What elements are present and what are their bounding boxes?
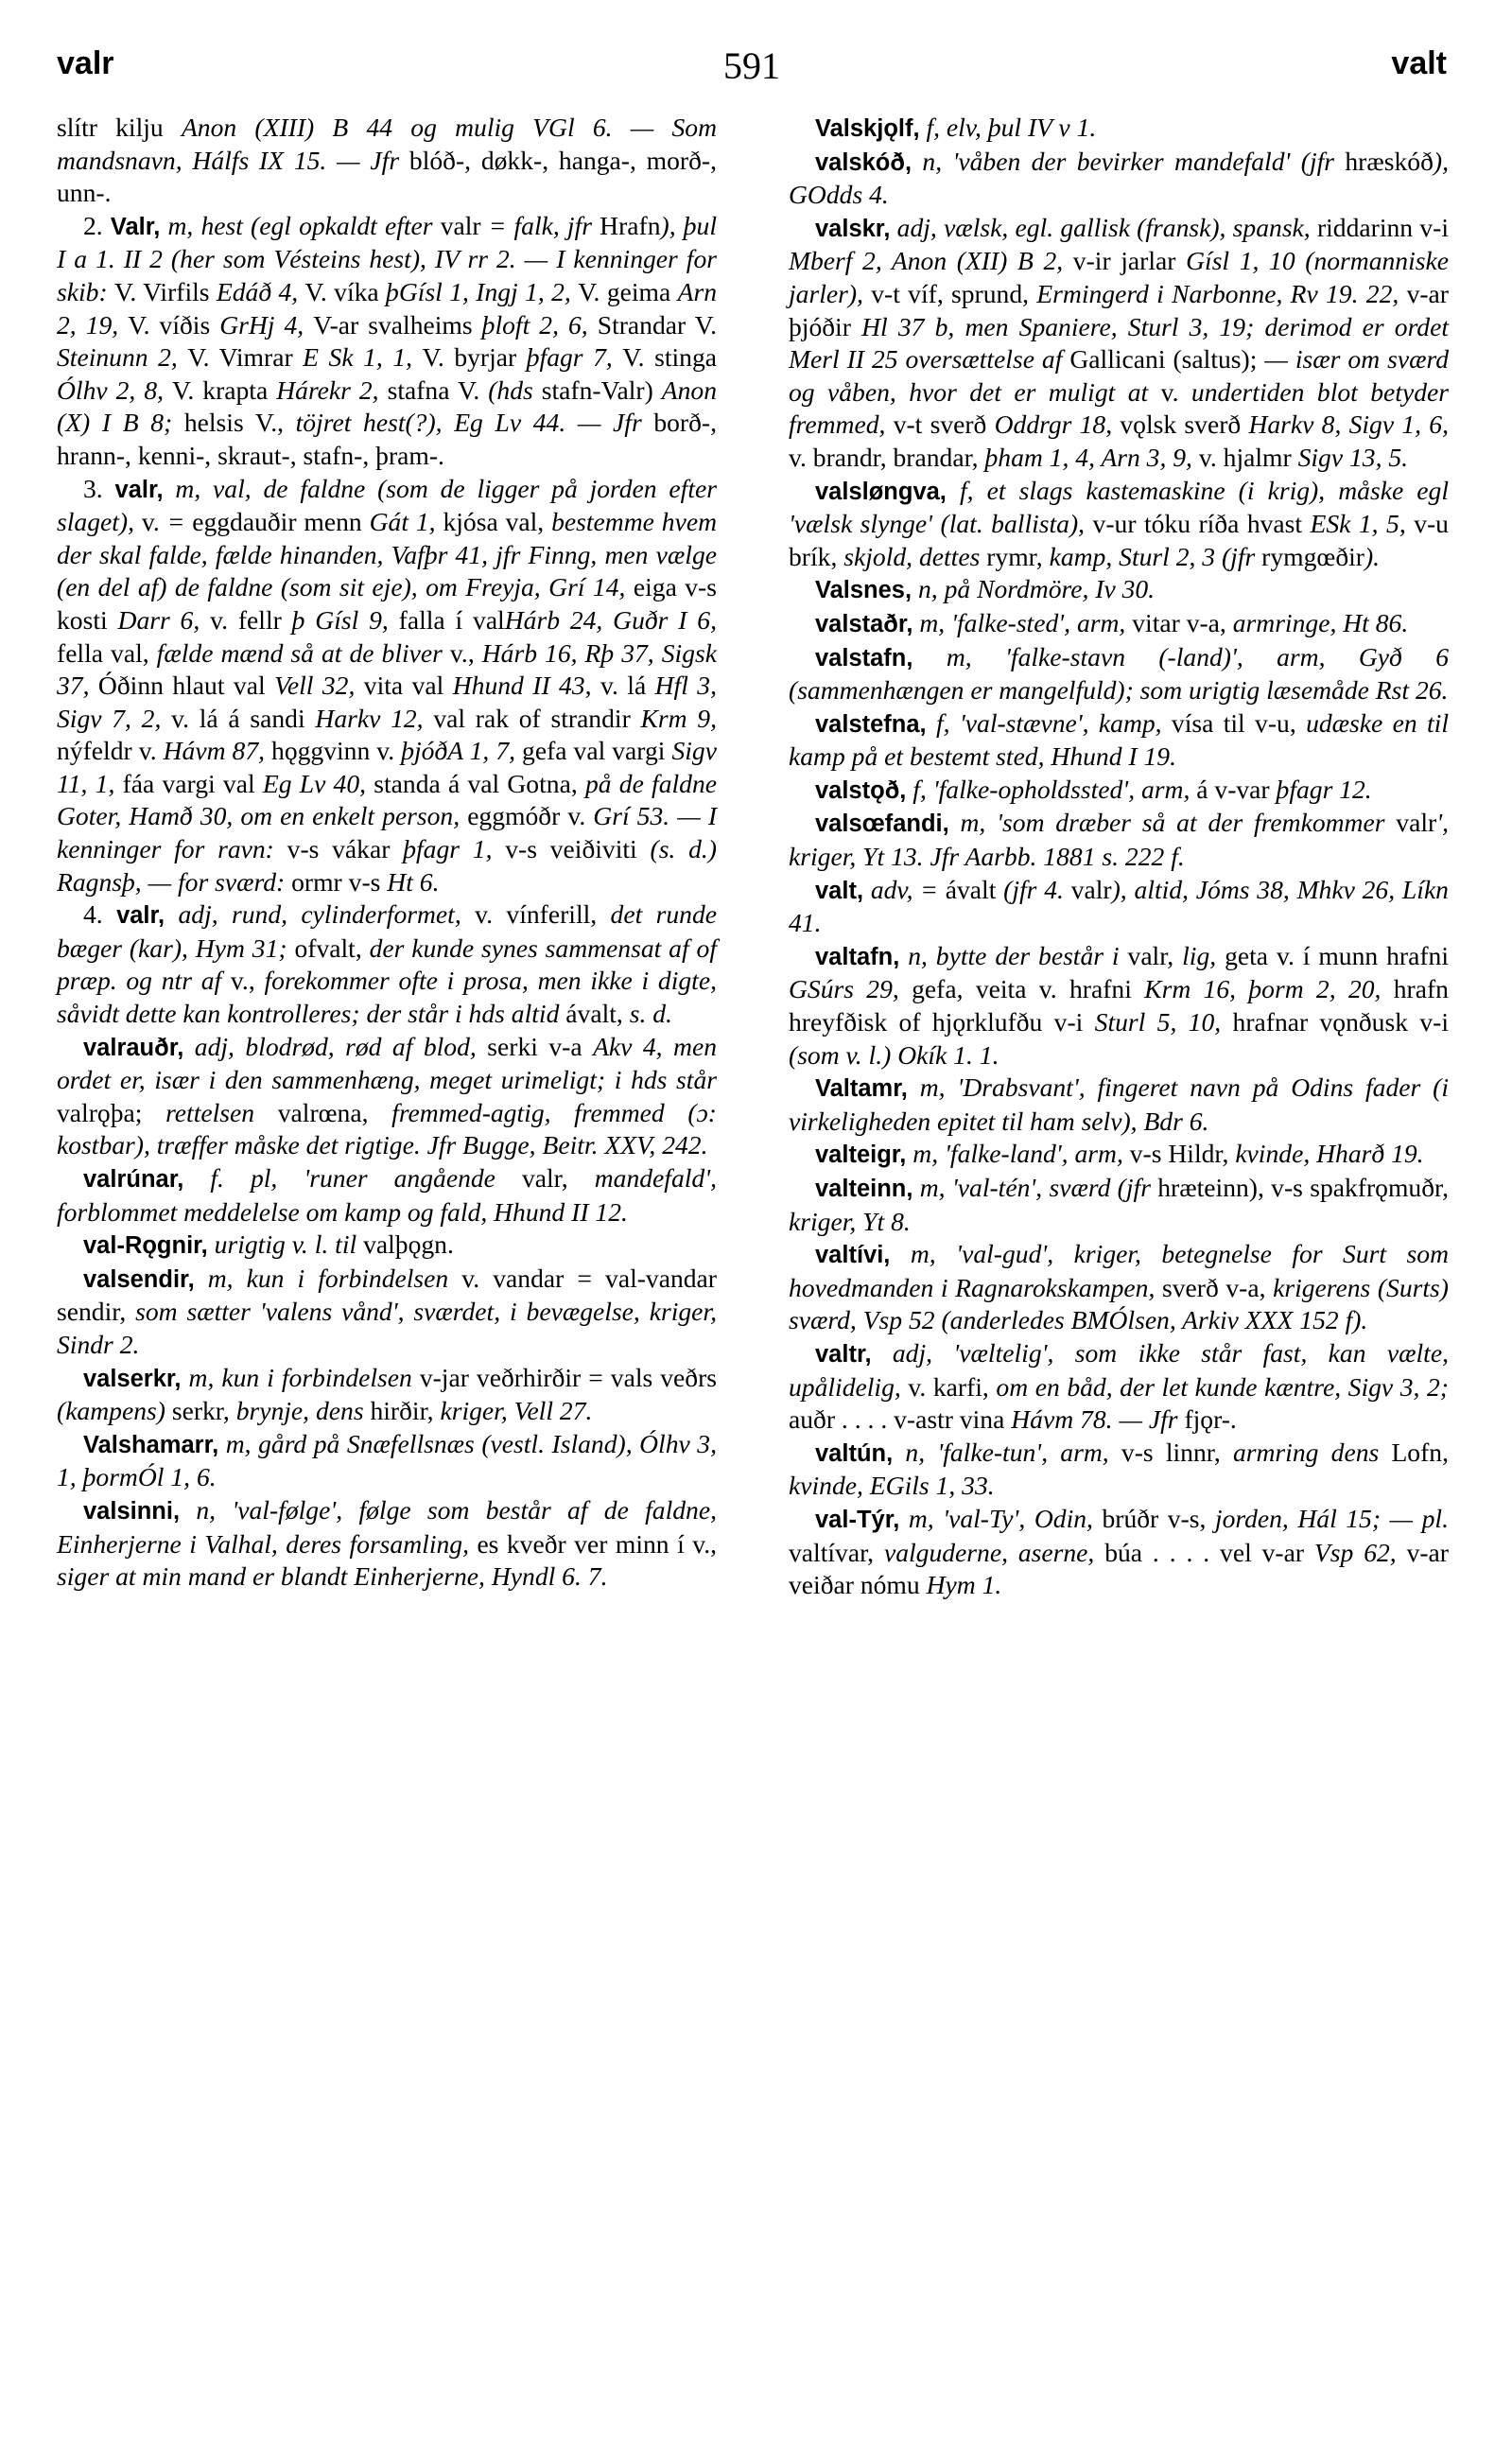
entry-text: fáa vargi val	[122, 768, 263, 798]
entry-text: — især om sværd og våben, hvor det er muligt at	[789, 344, 1449, 407]
dictionary-entry	[789, 641, 1449, 707]
entry-text: n, bytte der består i	[899, 940, 1128, 970]
entry-headword: Valtamr,	[815, 1075, 908, 1103]
entry-text: 4.	[83, 899, 117, 930]
entry-headword: Valskjǫlf,	[815, 115, 920, 142]
entry-headword: val-Týr,	[815, 1506, 900, 1533]
entry-text: m, 'val-gud', kriger, betegnelse for Surt som hovedmanden i Ragnarokskampen,	[789, 1239, 1449, 1302]
entry-headword: valrauðr,	[83, 1034, 184, 1061]
entry-text: vǫlsk sverð	[1120, 410, 1249, 440]
dictionary-entry	[789, 1437, 1449, 1503]
dictionary-entry	[789, 1337, 1449, 1437]
running-headword-right: valt	[1391, 45, 1447, 81]
entry-text: hrafnar vǫnðusk v-i	[1232, 1007, 1449, 1037]
entry-text: Hhund II 43,	[452, 671, 600, 701]
entry-text: Hárekr 2,	[276, 375, 388, 405]
entry-text: hirðir,	[370, 1396, 441, 1426]
entry-headword: valsendir,	[83, 1265, 195, 1293]
entry-text: Harkv 8, Sigv 1, 6,	[1248, 410, 1449, 440]
entry-text: v.,	[230, 966, 265, 996]
entry-text: þloft 2, 6,	[481, 309, 598, 340]
entry-text: kriger, Yt 8.	[789, 1206, 911, 1236]
entry-headword: valstefna,	[815, 710, 927, 738]
entry-text: Hfl 3, Sigv 7, 2,	[57, 671, 718, 733]
entry-text: n, 'våben der bevirker mandefald' (jfr	[912, 146, 1346, 176]
entry-text: Hym 1.	[926, 1570, 1002, 1600]
entry-text: helsis V.,	[183, 408, 296, 438]
entry-text: rymgœðir	[1261, 541, 1364, 571]
entry-text: valr,	[521, 1163, 595, 1193]
entry-text: Ermingerd i Narbonne, Rv 19. 22,	[1036, 278, 1407, 308]
entry-headword: valserkr,	[83, 1365, 182, 1392]
dictionary-entry	[57, 1362, 717, 1428]
entry-text: m, 'falke-sted', arm,	[912, 607, 1133, 637]
entry-text: fremmed-agtig, fremmed (ɔ: kostbar), træffer måske det rigtige. Jfr Bugge, Beitr. XXV, 242.	[57, 1097, 717, 1160]
entry-text: ormr v-s	[291, 866, 388, 897]
entry-text: V. krapta	[172, 375, 277, 405]
entry-text: v.	[141, 507, 167, 537]
entry-text: armringe, Ht 86.	[1232, 607, 1409, 637]
entry-text: om en båd, der let kunde kæntre, Sigv 3, 2;	[996, 1371, 1449, 1402]
entry-text: Vsp 62,	[1313, 1537, 1407, 1567]
dictionary-entry	[789, 1072, 1449, 1138]
entry-text: ávalt	[945, 874, 1004, 904]
entry-text: m, 'Drabsvant', fingeret navn på Odins fader (i virkeligheden epitet til ham selv), Bdr 6.	[789, 1072, 1449, 1136]
entry-text: V. geima	[578, 276, 678, 306]
entry-text: valr	[440, 210, 489, 240]
entry-text: s. d.	[629, 999, 672, 1029]
entry-text: m, kun i forbindelsen	[181, 1362, 420, 1392]
entry-text: v. hjalmr	[1198, 442, 1298, 472]
page-header	[57, 45, 1447, 102]
entry-text: v-u brík,	[789, 509, 1449, 571]
entry-text: V-ar svalheims	[313, 309, 482, 340]
entry-text: nýfeldr v.	[57, 736, 164, 766]
entry-text: m, 'som dræber så at der fremkommer	[948, 808, 1397, 838]
entry-text: vita val	[363, 671, 453, 701]
entry-text: V. byrjar	[422, 342, 527, 373]
entry-text: v-ar veiðar nómu	[789, 1537, 1449, 1600]
entry-text: ofvalt,	[294, 933, 370, 963]
entry-text: gefa, veita v. hrafni	[912, 974, 1145, 1004]
entry-text: Hávm 78. — Jfr	[1011, 1404, 1185, 1435]
entry-text: valguderne, aserne,	[883, 1537, 1105, 1567]
entry-text: Arn 2, 19,	[57, 276, 717, 340]
entry-headword: valskr,	[815, 215, 891, 242]
entry-text: Darr 6,	[117, 604, 211, 635]
dictionary-entry	[57, 1162, 717, 1229]
entry-text: m, hest (egl opkaldt efter	[160, 210, 441, 240]
entry-text: es kveðr ver minn í v.,	[477, 1528, 717, 1559]
entry-headword: valstafn,	[815, 644, 913, 671]
entry-headword: val-Rǫgnir,	[83, 1232, 208, 1260]
entry-text: E Sk 1, 1,	[303, 342, 423, 373]
entry-text: Akv 4, men ordet er, især i den sammenhæng, meget urimeligt; i hds står	[57, 1031, 717, 1095]
entry-headword: valtr,	[815, 1340, 872, 1368]
entry-headword: Valshamarr,	[83, 1431, 219, 1458]
entry-text: V. Vimrar	[187, 342, 304, 373]
entry-text: =	[166, 507, 193, 537]
entry-text: serkr,	[171, 1396, 236, 1426]
entry-text: udæske en til kamp på et bestemt sted, Hhund I 19.	[789, 707, 1450, 772]
entry-text: Oddrgr 18,	[994, 410, 1121, 440]
entry-text: m, kun i forbindelsen	[194, 1263, 462, 1293]
entry-headword: valtún,	[815, 1439, 894, 1467]
running-headword-left: valr	[57, 45, 114, 81]
entry-headword: Valr,	[110, 213, 161, 240]
dictionary-entry	[789, 573, 1449, 607]
entry-text: stafna V.	[387, 375, 489, 405]
dictionary-entry	[57, 898, 717, 1030]
entry-text: v. vínferill,	[475, 899, 611, 930]
dictionary-entry	[57, 473, 717, 899]
dictionary-entry	[789, 112, 1449, 146]
entry-text: v.	[1160, 376, 1191, 407]
entry-text: v. fellr	[210, 604, 292, 635]
entry-text: adj, 'væltelig', som ikke står fast, kan vælte, upålidelig,	[789, 1337, 1449, 1402]
entry-text: Lofn,	[1391, 1437, 1449, 1467]
entry-text: 3.	[83, 473, 115, 503]
entry-text: slítr kilju	[57, 113, 182, 142]
entry-text: m, gård på Snæfellsnæs (vestl. Island), Ólhv 3, 1, þormÓl 1, 6.	[57, 1428, 717, 1492]
entry-text: som sætter 'valens vånd', sværdet, i bevægelse, kriger, Sindr 2.	[57, 1297, 717, 1359]
dictionary-entry	[789, 807, 1449, 873]
entry-text: val rak of strandir	[433, 703, 641, 733]
entry-text: v-t víf, sprund,	[871, 278, 1037, 308]
entry-text: valr	[1396, 808, 1437, 838]
entry-text: (jfr 4.	[1003, 874, 1071, 904]
entry-text: eggmóðr v.	[467, 801, 594, 831]
entry-text: armring dens	[1232, 1437, 1392, 1467]
dictionary-entry	[789, 146, 1449, 212]
entry-text: Gát 1,	[369, 507, 443, 537]
entry-text: v-s vákar	[287, 834, 404, 864]
entry-text: rettelsen	[165, 1097, 278, 1127]
entry-text: V. stinga	[622, 342, 717, 373]
dictionary-entry	[789, 212, 1449, 475]
entry-text: ESk 1, 5,	[1310, 509, 1415, 539]
entry-headword: valstǫð,	[815, 776, 907, 804]
entry-headword: valskóð,	[815, 148, 912, 176]
entry-text: gefa val vargi	[522, 736, 672, 766]
entry-text: GSúrs 29,	[789, 974, 912, 1004]
entry-text: n, 'falke-tun', arm,	[893, 1437, 1121, 1467]
dictionary-entry	[789, 1238, 1449, 1337]
entry-text: þjóðA 1, 7,	[401, 736, 523, 766]
dictionary-entry	[57, 1428, 717, 1494]
entry-text: kvinde, Hharð 19.	[1235, 1139, 1424, 1169]
entry-text: hǫggvinn v.	[271, 736, 402, 766]
entry-text: adj, blodrød, rød af blod,	[183, 1031, 488, 1061]
entry-text: adj, rund, cylinderformet,	[165, 899, 476, 930]
entry-text: Strandar V.	[597, 309, 717, 340]
entry-text: Hrafn	[600, 210, 661, 240]
entry-text: valrǫþa;	[57, 1097, 166, 1127]
entry-headword: valstaðr,	[815, 610, 913, 637]
dictionary-entry	[789, 475, 1449, 574]
entry-text: jorden, Hál 15; — pl.	[1214, 1503, 1449, 1533]
entry-text: V. Virfils	[114, 276, 217, 306]
dictionary-entry	[789, 1172, 1449, 1238]
entry-text: (som v. l.) Okík 1. 1.	[789, 1039, 999, 1070]
entry-text: eggdauðir menn	[192, 507, 370, 537]
entry-text: lig,	[1182, 940, 1225, 970]
entry-headword: valsœfandi,	[815, 811, 949, 838]
entry-text: f. pl, 'runer angående	[183, 1163, 522, 1193]
entry-text: v-jar veðrhirðir = vals veðrs	[419, 1362, 718, 1392]
dictionary-entry	[789, 774, 1449, 808]
entry-text: geta v. í munn hrafni	[1225, 940, 1449, 970]
entry-text: kriger, Vell 27.	[440, 1396, 593, 1426]
dictionary-entry	[57, 1031, 717, 1162]
entry-text: 2.	[83, 210, 111, 240]
entry-text: ), þul I a 1. II 2 (her som Vésteins hest), IV rr 2. — I kenninger for skib:	[57, 210, 718, 306]
entry-text: sverð v-a,	[1161, 1272, 1274, 1302]
entry-text: v-s veiðiviti	[505, 834, 651, 864]
entry-text: Sigv 11, 1,	[57, 736, 717, 798]
dictionary-entry	[57, 1263, 717, 1362]
dictionary-entry	[789, 707, 1449, 774]
entry-text: Hárb 16, Rþ 37, Sigsk 37,	[57, 637, 717, 701]
entry-headword: valteigr,	[815, 1142, 907, 1169]
entry-text: þGísl 1, Ingj 1, 2,	[386, 276, 579, 306]
entry-text: fjǫr-.	[1184, 1404, 1237, 1435]
entry-text: skjold, dettes	[843, 541, 987, 571]
entry-text: Vell 32,	[274, 671, 364, 701]
entry-text: Edáð 4,	[216, 276, 305, 306]
entry-text: töjret hest(?), Eg Lv 44. — Jfr	[295, 408, 654, 438]
entry-text: brúðr v-s,	[1102, 1503, 1215, 1533]
entry-text: á v-var	[1196, 774, 1277, 804]
entry-headword: valsinni,	[83, 1497, 181, 1525]
page-number: 591	[723, 44, 780, 87]
entry-text: f, et slags kastemaskine (i krig), måske egl 'vælsk slynge' (lat. ballista),	[789, 475, 1449, 539]
entry-text: þham 1, 4, Arn 3, 9,	[984, 442, 1199, 472]
entry-text: Eg Lv 40,	[262, 768, 374, 798]
entry-text: Sturl 5, 10,	[1094, 1007, 1233, 1037]
entry-text: vitar v-a,	[1132, 607, 1233, 637]
entry-text: Hl 37 b, men Spaniere, Sturl 3, 19; derimod er ordet Merl II 25 oversættelse af	[789, 311, 1449, 375]
entry-text: v. lá	[600, 671, 655, 701]
entry-text: Krm 16, þorm 2, 20,	[1144, 974, 1394, 1004]
entry-headword: valtafn,	[815, 943, 900, 970]
entry-text: v. lá á sandi	[171, 703, 316, 733]
dictionary-entry	[57, 210, 717, 473]
entry-text: der kunde synes sammensat af of præp. og ntr af	[57, 933, 717, 996]
entry-text: ).	[1364, 541, 1381, 571]
entry-text: m, val, de faldne (som de ligger på jorden efter slaget),	[57, 473, 717, 537]
entry-text: krigerens (Surts) sværd, Vsp 52 (anderledes BMÓlsen, Arkiv XXX 152 f).	[789, 1272, 1449, 1335]
entry-text: v. brandr, brandar,	[789, 442, 985, 472]
entry-text: bestemme hvem der skal falde, fælde hinanden, Vafþr 41, jfr Finng, men vælge (en del af) de faldne (som sit eje), om Freyja, Grí 14,	[57, 507, 717, 602]
entry-text: adj, vælsk, egl. gallisk (fransk), spansk,	[890, 212, 1317, 242]
entry-text: v-ur tóku ríða hvast	[1092, 509, 1311, 539]
entry-text: f, 'falke-opholdssted', arm,	[906, 774, 1197, 804]
entry-text: fella val,	[57, 637, 157, 668]
entry-text: v-t sverð	[893, 410, 995, 440]
entry-text: hrafn hreyfðisk of hjǫrklufðu v-i	[789, 974, 1449, 1037]
right-column	[789, 112, 1449, 1602]
entry-text: forekommer ofte i prosa, men ikke i digte, såvidt dette kan kontrolleres; der står i hds altid	[57, 966, 717, 1029]
entry-text: Harkv 12,	[315, 703, 434, 733]
entry-text: v-s Hildr,	[1129, 1139, 1236, 1169]
entry-text: v. vandar = val-vandar sendir,	[57, 1263, 717, 1327]
entry-text: mandefald', forblommet meddelelse om kamp og fald, Hhund II 12.	[57, 1163, 718, 1227]
dictionary-entry	[789, 940, 1449, 1072]
entry-text: GrHj 4,	[219, 309, 314, 340]
entry-text: Gísl 1, 10 (normanniske jarler),	[789, 246, 1449, 308]
entry-text: blóð-, døkk-, hanga-, morð-, unn-.	[57, 145, 717, 208]
entry-text: Hávm 87,	[163, 736, 272, 766]
entry-text: undertiden blot betyder fremmed,	[789, 376, 1449, 440]
entry-text: n, på Nordmöre, Iv 30.	[912, 574, 1156, 604]
entry-text: v-ir jarlar	[1072, 246, 1187, 276]
entry-text: Anon (X) I B 8;	[57, 375, 717, 438]
dictionary-entry	[57, 1229, 717, 1263]
entry-headword: Valsnes,	[815, 577, 912, 604]
dictionary-entry	[789, 1138, 1449, 1172]
entry-headword: valrúnar,	[83, 1166, 184, 1193]
entry-text: Anon (XIII) B 44 og mulig VGl 6. — Som mandsnavn, Hálfs IX 15. — Jfr	[57, 113, 717, 175]
entry-text: = falk, jfr	[488, 210, 600, 240]
entry-text: standa á val Gotna,	[374, 768, 585, 798]
entry-headword: valsløngva,	[815, 478, 947, 505]
entry-text: þfagr 7,	[526, 342, 623, 373]
entry-text: þfagr 1,	[403, 834, 506, 864]
entry-text: m, 'val-tén', sværd (jfr	[912, 1173, 1158, 1202]
dictionary-entry	[57, 112, 717, 210]
entry-text: ), GOdds 4.	[789, 146, 1449, 210]
entry-text: Óðinn hlaut val	[97, 671, 275, 701]
entry-text: m, 'falke-stavn (-land)', arm, Gyð 6 (sammenhængen er mangelfuld); som urigtig læsemåde Rst 26.	[789, 641, 1449, 706]
entry-text: riddarinn v-i	[1316, 212, 1449, 242]
entry-text: fælde mænd så at de bliver	[156, 637, 450, 668]
entry-text: v. karfi,	[908, 1371, 997, 1402]
entry-text: Mberf 2, Anon (XII) B 2,	[789, 246, 1073, 276]
entry-text: þ Gísl 9,	[291, 604, 399, 635]
entry-headword: valteinn,	[815, 1176, 913, 1202]
entry-text: (s. d.) Ragnsþ, — for sværd:	[57, 834, 717, 897]
entry-text: Grí 53. — I kenninger for ravn:	[57, 801, 718, 864]
entry-text: Ht 6.	[387, 866, 440, 897]
entry-text: V. víka	[304, 276, 387, 306]
entry-text: Steinunn 2,	[57, 342, 188, 373]
entry-text: n, 'val-følge', følge som består af de faldne, Einherjerne i Valhal, deres forsamling,	[57, 1494, 717, 1559]
entry-text: f, 'val-stævne', kamp,	[926, 707, 1172, 738]
entry-text: búa . . . . vel v-ar	[1104, 1537, 1314, 1567]
dictionary-entry	[789, 1503, 1449, 1602]
entry-text: rymr,	[986, 541, 1050, 571]
entry-text: Hárb 24, Guðr I 6,	[504, 604, 717, 635]
entry-headword: valtívi,	[815, 1242, 891, 1269]
entry-headword: valr,	[116, 902, 165, 930]
entry-text: m, 'falke-land', arm,	[906, 1139, 1130, 1169]
dictionary-entry	[789, 607, 1449, 641]
entry-text: valþǫgn.	[363, 1229, 454, 1260]
entry-text: Ólhv 2, 8,	[57, 375, 173, 405]
entry-text: eiga v-s kosti	[57, 572, 717, 635]
entry-text: auðr . . . . v-astr vina	[789, 1404, 1012, 1435]
entry-text: falla í val	[398, 604, 505, 635]
entry-text: kvinde, EGils 1, 33.	[789, 1471, 995, 1501]
entry-text: borð-, hrann-, kenni-, skraut-, stafn-, þram-.	[57, 408, 717, 470]
entry-text: ávalt,	[565, 999, 630, 1029]
entry-text: valrœna,	[277, 1097, 392, 1127]
entry-headword: valt,	[815, 877, 864, 904]
entry-text: f, elv, þul IV v 1.	[919, 113, 1097, 142]
entry-text: Krm 9,	[640, 703, 718, 733]
entry-text: (kampens)	[57, 1396, 172, 1426]
entry-text: þfagr 12.	[1276, 774, 1372, 804]
entry-text: Gallicani (saltus);	[1069, 344, 1265, 375]
entry-text: v.,	[449, 637, 482, 668]
entry-text: hræteinn), v-s spakfrǫmuðr,	[1157, 1173, 1449, 1202]
entry-text: hræskóð	[1345, 146, 1434, 176]
entry-text: m, 'val-Ty', Odin,	[899, 1503, 1103, 1533]
entry-text: kjósa val,	[443, 507, 552, 537]
entry-text: det runde bæger (kar), Hym 31;	[57, 899, 717, 963]
entry-text: valr,	[1127, 940, 1183, 970]
entry-text: V. víðis	[128, 309, 220, 340]
entry-text: urigtig v. l. til	[207, 1229, 364, 1260]
entry-text: Sigv 13, 5.	[1297, 442, 1409, 472]
entry-text: ', kriger, Yt 13. Jfr Aarbb. 1881 s. 222 f.	[789, 808, 1449, 872]
entry-text: v-s linnr,	[1121, 1437, 1233, 1467]
entry-text: ), altid, Jóms 38, Mhkv 26, Líkn 41.	[789, 874, 1449, 938]
entry-text: v-ar þjóðir	[789, 278, 1449, 341]
entry-text: kamp, Sturl 2, 3 (jfr	[1049, 541, 1262, 571]
entry-text: valr	[1070, 874, 1112, 904]
entry-text: valtívar,	[789, 1537, 884, 1567]
dictionary-entry	[789, 874, 1449, 940]
entry-text: på de faldne Goter, Hamð 30, om en enkelt person,	[57, 768, 718, 831]
entry-text: adv, =	[863, 874, 946, 904]
left-column	[57, 112, 717, 1594]
entry-text: serki v-a	[487, 1031, 594, 1061]
dictionary-entry	[57, 1494, 717, 1594]
entry-text: stafn-Valr)	[541, 375, 662, 405]
entry-text: brynje, dens	[235, 1396, 371, 1426]
entry-text: vísa til v-u,	[1171, 707, 1307, 738]
entry-headword: valr,	[114, 476, 164, 503]
entry-text: (hds	[488, 375, 542, 405]
entry-text: siger at min mand er blandt Einherjerne, Hyndl 6. 7.	[57, 1561, 608, 1592]
